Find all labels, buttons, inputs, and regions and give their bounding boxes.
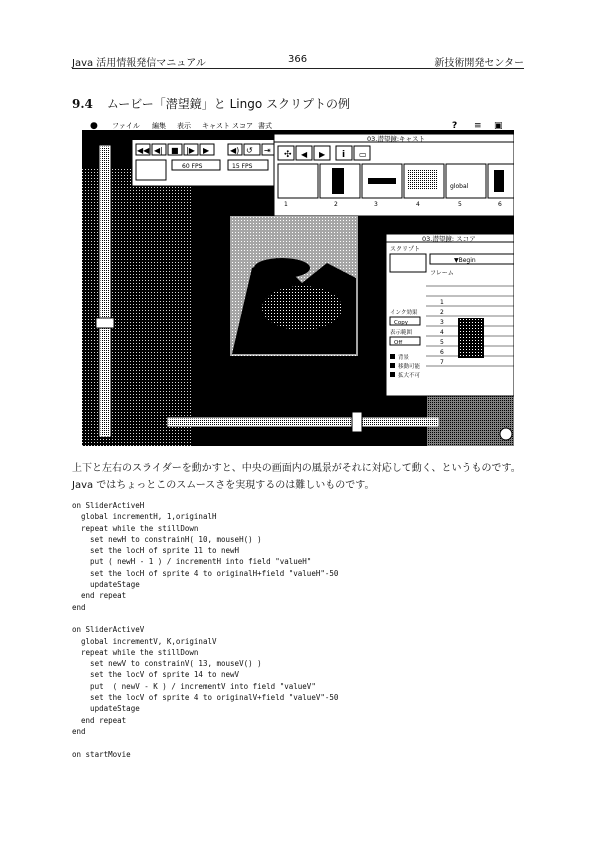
code-line: set the locV of sprite 14 to newV (72, 670, 240, 680)
cast-thumb-bar (332, 168, 344, 194)
ink-label: インク効果 (390, 310, 418, 316)
volume-icon: ◀) (230, 146, 240, 155)
loop-icon: ↺ (246, 146, 253, 155)
display-label: 表示範囲 (390, 330, 413, 336)
check-background-box[interactable] (390, 354, 395, 359)
header-manual-title: Java 活用情報発信マニュアル (72, 58, 206, 69)
page-number: 366 (288, 54, 308, 65)
fps-label: 60 FPS (182, 163, 203, 170)
cast-number-4: 4 (416, 201, 420, 208)
score-channel-2: 2 (440, 309, 444, 316)
frame-counter (136, 160, 166, 180)
control-panel-titlebar (132, 134, 284, 140)
code-line: end (72, 726, 86, 736)
score-window-title: 03.潜望鏡: スコア (422, 235, 476, 243)
cast-global-label: global (450, 183, 469, 190)
code-line: end (72, 602, 86, 612)
code-line: repeat while the stillDown (72, 523, 199, 533)
score-begin-label: ▼Begin (454, 257, 476, 264)
menu-format[interactable]: 書式 (258, 122, 272, 130)
cast-member-5[interactable] (446, 164, 486, 198)
code-line: set the locH of sprite 11 to newH (72, 546, 240, 556)
score-channel-5: 5 (440, 339, 444, 346)
menu-app-icon[interactable]: ▣ (494, 121, 503, 131)
stage-tree (254, 258, 310, 278)
play-icon: ▶ (203, 146, 210, 155)
section-heading (72, 95, 350, 112)
menu-list-icon[interactable]: ≡ (474, 121, 482, 131)
code-line: updateStage (72, 580, 140, 590)
score-cells[interactable] (458, 318, 484, 358)
apple-icon: ● (90, 121, 98, 131)
selected-frames-icon: ⇥ (264, 146, 271, 155)
cast-number-5: 5 (458, 201, 462, 208)
check-movable: 移動可能 (398, 364, 421, 370)
cast-number-3: 3 (374, 201, 378, 208)
code-line: set newV to constrainV( 13, mouseV() ) (72, 659, 262, 669)
vertical-slider-thumb[interactable] (96, 318, 114, 328)
header-organization: 新技術開発センター (434, 58, 524, 69)
cast-script-icon: ▭ (359, 150, 367, 159)
menu-cast[interactable]: キャスト (202, 122, 230, 130)
running-header (72, 52, 524, 68)
stop-icon: ■ (171, 146, 179, 155)
score-channel-7: 7 (440, 359, 444, 366)
horizontal-slider-thumb[interactable] (352, 412, 362, 432)
score-channel-6: 6 (440, 349, 444, 356)
cast-member-1[interactable] (278, 164, 318, 198)
dither-area (82, 168, 192, 446)
menu-help-icon[interactable]: ? (452, 121, 458, 131)
code-line: on SliderActiveH (72, 501, 145, 510)
menu-edit[interactable]: 編集 (152, 122, 166, 130)
cast-prev-icon: ◀ (301, 150, 308, 159)
cast-number-2: 2 (334, 201, 338, 208)
score-channel-4: 4 (440, 329, 444, 336)
cast-thumb-slider (368, 178, 396, 184)
code-line: set the locH of sprite 4 to originalH+field "valueH"-50 (72, 568, 339, 578)
step-forward-icon: |▶ (186, 146, 195, 155)
cast-number-1: 1 (284, 201, 288, 208)
display-value: Off (394, 340, 403, 346)
step-back-icon: ◀| (154, 146, 163, 155)
cast-number-6: 6 (498, 201, 502, 208)
section-number: 9.4 (72, 97, 93, 111)
cast-info-icon: i (342, 150, 346, 160)
code-line: end repeat (72, 591, 127, 601)
cast-thumb-black (494, 170, 504, 192)
menu-file[interactable]: ファイル (112, 122, 140, 130)
cast-next-icon: ▶ (319, 150, 326, 159)
menu-bar (82, 118, 514, 130)
horizontal-slider-track[interactable] (168, 418, 438, 426)
score-channel-1: 1 (440, 299, 444, 306)
body-paragraph: 上下と左右のスライダーを動かすと、中央の画面内の風景がそれに対応して動く、というものです。Java ではちょっとこのスムースさを実現するのは難しいものです。 (72, 463, 521, 491)
code-line: put ( newV - K ) / incrementV into field "valueV" (72, 681, 316, 691)
corner-knob-icon (500, 428, 512, 440)
cast-place-icon: ✣ (284, 150, 292, 160)
code-line: global incrementV, K,originalV (72, 636, 217, 646)
code-line: end repeat (72, 715, 127, 725)
menu-score[interactable]: スコア (232, 122, 253, 130)
score-script-label: スクリプト (390, 246, 421, 253)
code-line: on SliderActiveV (72, 625, 145, 635)
code-line: on startMovie (72, 749, 131, 759)
code-line: repeat while the stillDown (72, 647, 199, 657)
check-noscale: 拡大不可 (398, 373, 421, 379)
score-script-preview[interactable] (390, 254, 426, 272)
vertical-slider-track[interactable] (100, 146, 110, 436)
code-line: updateStage (72, 704, 140, 714)
stage-water (262, 286, 342, 330)
check-movable-box[interactable] (390, 363, 395, 368)
cast-thumb-pattern (408, 170, 438, 190)
rewind-icon: ◀◀ (137, 146, 150, 155)
score-frame-label: フレーム (430, 270, 454, 277)
ink-value: Copy (394, 320, 408, 326)
code-line: global incrementH, 1,originalH (72, 512, 217, 522)
check-background: 背景 (398, 355, 410, 361)
director-screenshot (82, 118, 514, 446)
cast-window-title: 03.潜望鏡:キャスト (367, 135, 426, 143)
check-noscale-box[interactable] (390, 372, 395, 377)
section-title: ムービー「潜望鏡」と Lingo スクリプトの例 (106, 97, 351, 111)
code-line: set newH to constrainH( 10, mouseH() ) (72, 534, 262, 544)
score-channel-3: 3 (440, 319, 444, 326)
code-line: set the locV of sprite 4 to originalV+field "valueV"-50 (72, 693, 339, 703)
header-rule (72, 68, 524, 69)
fps-actual-label: 15 FPS (232, 163, 253, 170)
code-line: put ( newH - 1 ) / incrementH into field "valueH" (72, 557, 312, 567)
menu-view[interactable]: 表示 (177, 122, 191, 130)
lingo-script (72, 500, 338, 760)
